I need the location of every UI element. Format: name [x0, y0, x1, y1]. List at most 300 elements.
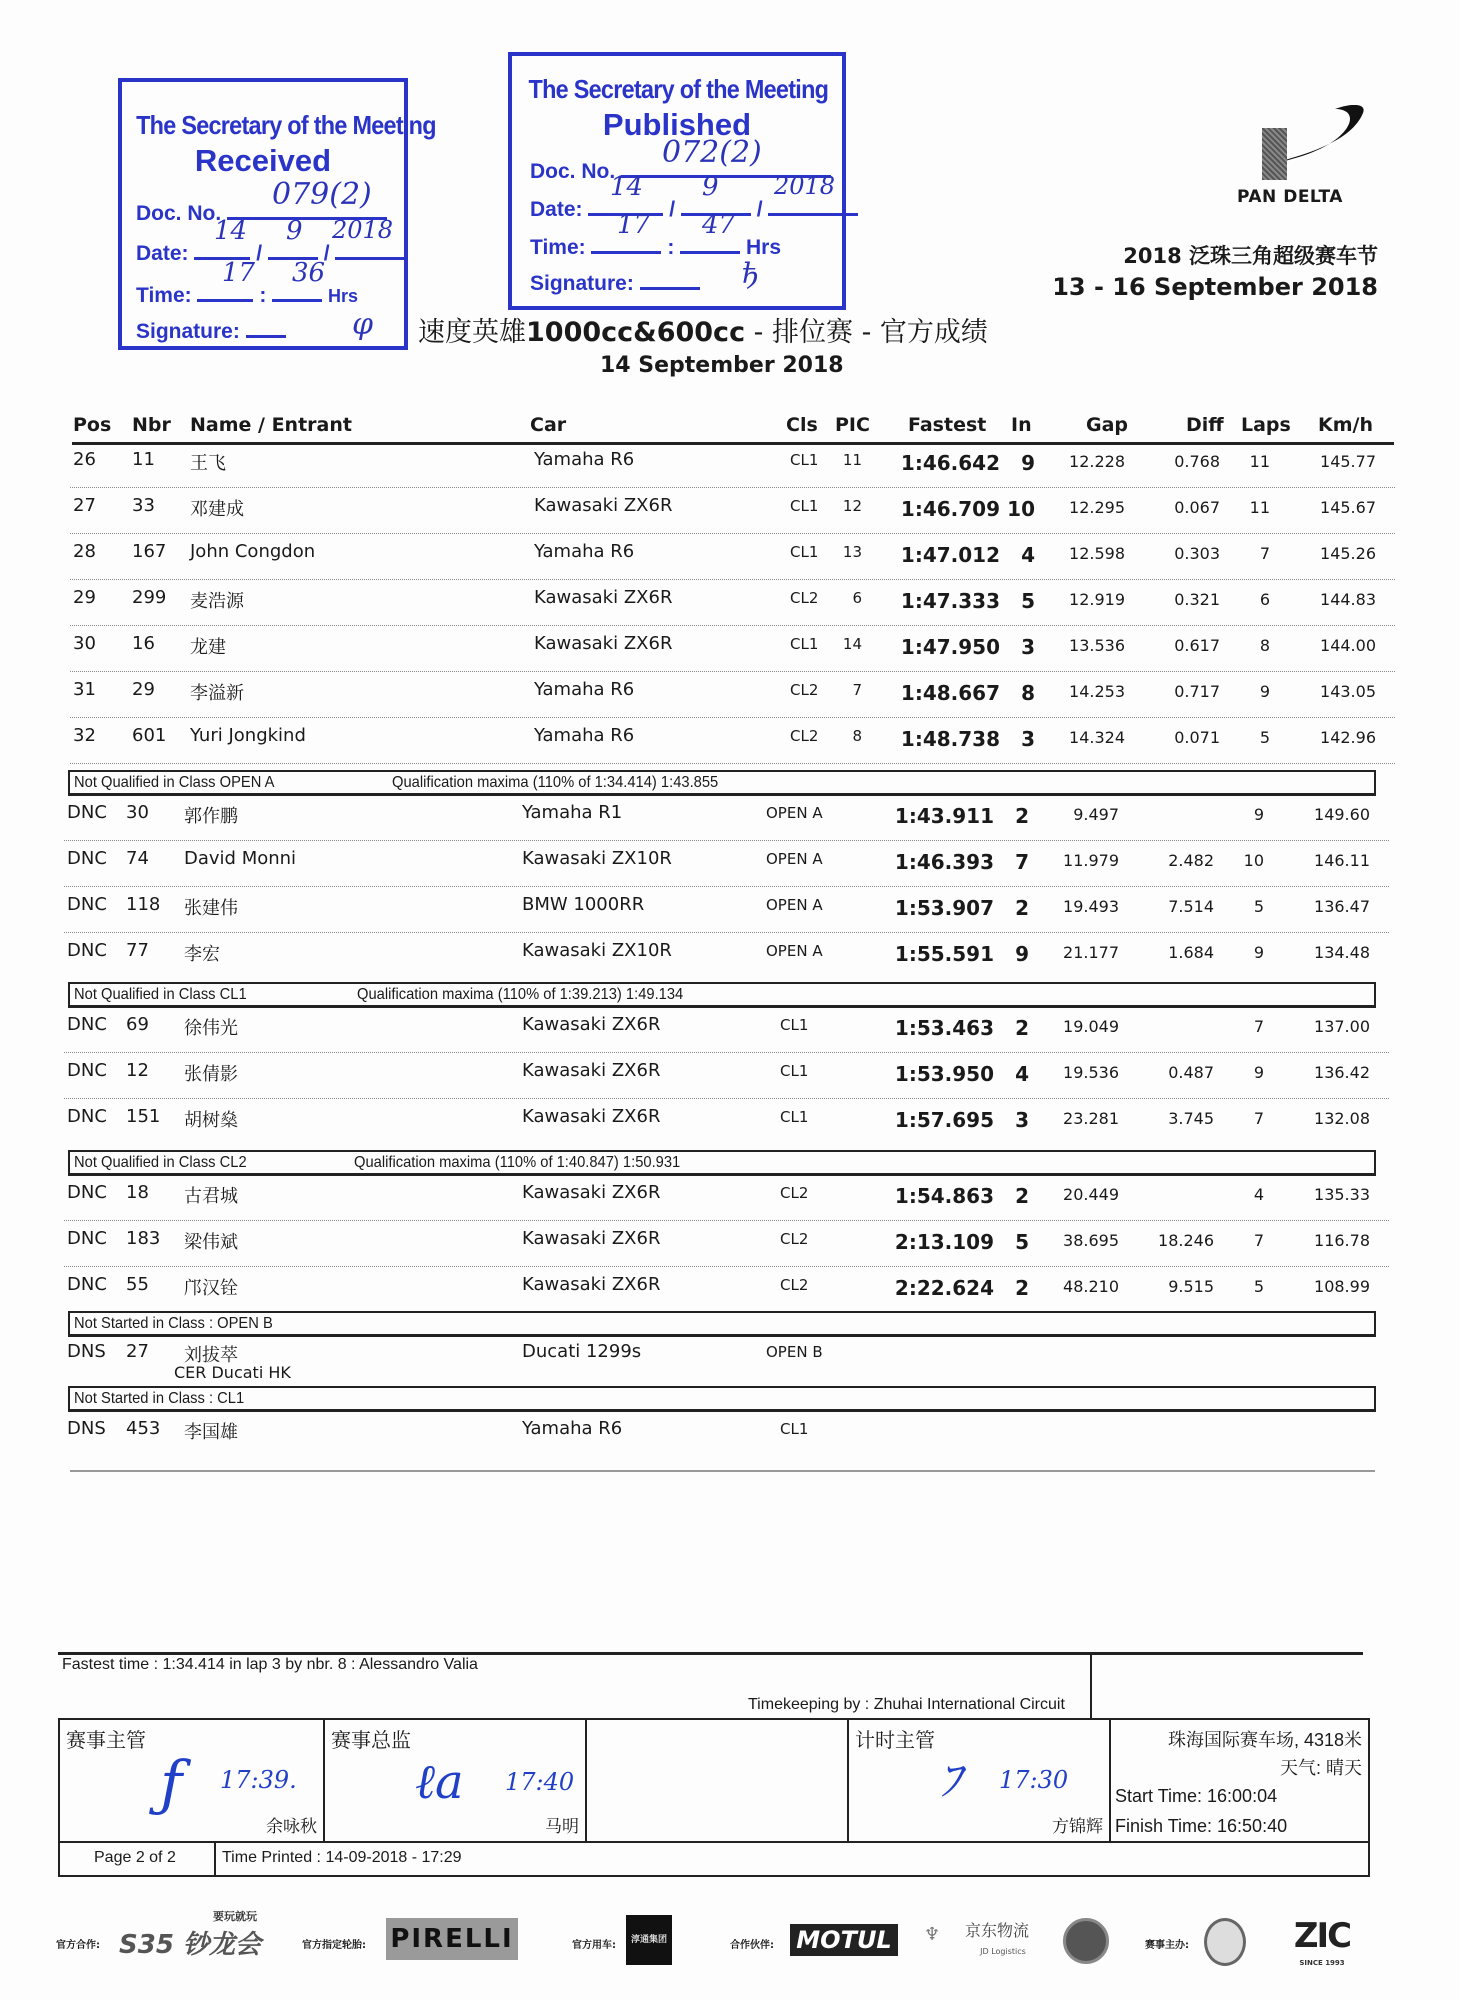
- time-label: Time:: [530, 236, 586, 259]
- cell-car: Kawasaki ZX6R: [534, 587, 673, 608]
- cell-car: BMW 1000RR: [522, 894, 645, 915]
- table-row: [0, 1418, 1454, 1464]
- cell-gap: 14.253: [1069, 682, 1125, 701]
- cell-in: 9: [1015, 942, 1029, 966]
- cell-fastest: 1:53.950: [894, 1062, 994, 1086]
- cell-pos: DNC: [67, 1060, 107, 1081]
- cell-laps: 9: [1259, 682, 1270, 701]
- cell-diff: 0.617: [1174, 636, 1220, 655]
- row-separator: [64, 932, 1389, 933]
- cell-diff: 9.515: [1168, 1277, 1214, 1296]
- cell-gap: 38.695: [1063, 1231, 1119, 1250]
- cell-nbr: 74: [126, 848, 149, 869]
- cell-diff: 0.487: [1168, 1063, 1214, 1082]
- clerk-cell: [325, 1720, 587, 1841]
- cell-in: 3: [1021, 727, 1035, 751]
- cell-car: Yamaha R1: [522, 802, 623, 823]
- cell-diff: 18.246: [1158, 1231, 1214, 1250]
- cell-name: David Monni: [184, 848, 297, 869]
- cell-fastest: 1:55.591: [894, 942, 994, 966]
- date-day: 14: [214, 216, 248, 246]
- table-row: [0, 1014, 1454, 1060]
- cell-laps: 9: [1253, 1063, 1264, 1082]
- race-director-signature: ƒ: [160, 1749, 183, 1819]
- pirelli-logo: PIRELLI: [386, 1918, 518, 1960]
- cell-laps: 8: [1259, 636, 1270, 655]
- table-row: [0, 633, 1460, 679]
- cell-name: 刘拔萃: [184, 1345, 238, 1366]
- cell-laps: 9: [1253, 943, 1264, 962]
- cell-car: Kawasaki ZX6R: [534, 495, 673, 516]
- cell-kmh: 144.83: [1320, 590, 1376, 609]
- cell-car: Yamaha R6: [534, 725, 635, 746]
- cell-nbr: 27: [126, 1341, 149, 1362]
- footer-rule: [58, 1652, 1363, 1655]
- cell-cls: OPEN A: [766, 804, 823, 822]
- row-separator: [70, 717, 1395, 718]
- cell-laps: 9: [1253, 805, 1264, 824]
- group-label: Not Started in Class : CL1: [74, 1390, 245, 1407]
- cell-cls: OPEN B: [766, 1343, 823, 1361]
- cell-pos: DNC: [67, 940, 107, 961]
- cell-laps: 5: [1259, 728, 1270, 747]
- cell-laps: 5: [1253, 1277, 1264, 1296]
- s35-tagline: 要玩就玩: [213, 1909, 257, 1923]
- cell-cls: CL2: [780, 1230, 809, 1248]
- cell-name: 李国雄: [184, 1422, 238, 1443]
- row-separator: [64, 840, 1389, 841]
- clerk-signature: ℓa: [415, 1754, 464, 1810]
- cell-kmh: 136.42: [1314, 1063, 1370, 1082]
- cell-pic: 13: [842, 543, 862, 561]
- page-number: Page 2 of 2: [94, 1849, 176, 1866]
- cell-nbr: 30: [126, 802, 149, 823]
- table-row: [0, 587, 1460, 633]
- cell-pic: 8: [852, 727, 862, 745]
- timing-signature: ﾌ: [939, 1756, 961, 1807]
- cell-nbr: 167: [132, 541, 167, 562]
- print-info-bar: [58, 1843, 1370, 1877]
- stamp-time-row: Time: : Hrs: [136, 284, 359, 307]
- partners-label: 合作伙伴:: [730, 1940, 774, 1951]
- date-year: 2018: [332, 216, 394, 244]
- cell-diff: 0.067: [1174, 498, 1220, 517]
- cell-gap: 11.979: [1063, 851, 1119, 870]
- col-in: In: [1011, 414, 1032, 436]
- cell-fastest: 1:47.950: [900, 635, 1000, 659]
- s35-logo: S35 钞龙会: [119, 1930, 261, 1960]
- cell-pos: 32: [73, 725, 96, 746]
- qualification-maxima: Qualification maxima (110% of 1:34.414) 1:43.855: [392, 774, 719, 791]
- cell-pos: DNC: [67, 894, 107, 915]
- hrs-label: Hrs: [328, 286, 359, 306]
- cell-kmh: 108.99: [1314, 1277, 1370, 1296]
- date-month: 9: [702, 172, 719, 202]
- cell-fastest: 2:13.109: [894, 1230, 994, 1254]
- cell-nbr: 69: [126, 1014, 149, 1035]
- doc-number-handwritten: 079(2): [272, 177, 372, 212]
- doc-label: Doc. No.: [136, 202, 222, 225]
- table-row: [0, 495, 1460, 541]
- cell-gap: 19.493: [1063, 897, 1119, 916]
- clerk-label: 赛事总监: [331, 1728, 411, 1752]
- cell-pic: 6: [852, 589, 862, 607]
- cell-nbr: 118: [126, 894, 161, 915]
- cell-fastest: 1:46.642: [900, 451, 1000, 475]
- cell-cls: CL1: [780, 1420, 809, 1438]
- col-pos: Pos: [73, 414, 112, 436]
- circuit-info-cell: [1111, 1720, 1368, 1841]
- cell-kmh: 136.47: [1314, 897, 1370, 916]
- cell-pos: DNC: [67, 1106, 107, 1127]
- cell-nbr: 12: [126, 1060, 149, 1081]
- cell-fastest: 1:47.012: [900, 543, 1000, 567]
- signature-label: Signature:: [530, 272, 634, 295]
- cell-pos: 27: [73, 495, 96, 516]
- start-time: Start Time: 16:00:04: [1115, 1786, 1278, 1806]
- official-car-label: 官方用车:: [572, 1940, 616, 1951]
- cell-car: Yamaha R6: [534, 679, 635, 700]
- jd-logistics-sub: JD Logistics: [980, 1947, 1026, 1956]
- organizer-label: 赛事主办:: [1145, 1940, 1189, 1951]
- cell-car: Ducati 1299s: [522, 1341, 642, 1362]
- stamp-title: The Secretary of the Meeting: [528, 74, 829, 104]
- row-separator: [64, 1052, 1389, 1053]
- stamp-date-row: Date: / /: [530, 196, 858, 222]
- cell-diff: 0.321: [1174, 590, 1220, 609]
- cell-cls: OPEN A: [766, 942, 823, 960]
- cell-cls: OPEN A: [766, 850, 823, 868]
- stamp-published: [508, 52, 846, 310]
- cell-nbr: 29: [132, 679, 155, 700]
- cell-fastest: 1:48.667: [900, 681, 1000, 705]
- jd-dog-icon: ♆: [924, 1924, 941, 1945]
- table-row: [0, 1228, 1454, 1274]
- signature-table: [58, 1718, 1370, 1843]
- federation-seal-icon: [1204, 1918, 1246, 1966]
- table-row: [0, 541, 1460, 587]
- cell-in: 3: [1015, 1108, 1029, 1132]
- date-year: 2018: [774, 172, 836, 200]
- tyre-label: 官方指定轮胎:: [302, 1940, 366, 1951]
- clerk-time: 17:40: [505, 1768, 575, 1796]
- cell-laps: 10: [1243, 851, 1264, 870]
- hrs-label: Hrs: [746, 236, 782, 259]
- cell-cls: CL2: [790, 727, 819, 745]
- col-diff: Diff: [1186, 414, 1224, 436]
- brand-name: PAN DELTA: [1237, 187, 1343, 207]
- cell-name: 郭作鹏: [184, 806, 238, 827]
- cell-car: Kawasaki ZX6R: [522, 1106, 661, 1127]
- session-title: [418, 318, 988, 348]
- cell-gap: 12.919: [1069, 590, 1125, 609]
- cell-car: Kawasaki ZX6R: [522, 1182, 661, 1203]
- timing-label: 计时主管: [855, 1728, 935, 1752]
- time-min: 36: [292, 258, 326, 288]
- cell-cls: CL1: [790, 451, 819, 469]
- footer-divider: [1090, 1652, 1092, 1718]
- row-separator: [64, 1098, 1389, 1099]
- cell-cls: CL2: [780, 1276, 809, 1294]
- cell-car: Kawasaki ZX6R: [522, 1274, 661, 1295]
- cell-cls: CL1: [780, 1016, 809, 1034]
- cell-diff: 0.303: [1174, 544, 1220, 563]
- cell-laps: 4: [1253, 1185, 1264, 1204]
- cell-gap: 19.049: [1063, 1017, 1119, 1036]
- qualification-maxima: Qualification maxima (110% of 1:39.213) 1:49.134: [357, 986, 684, 1003]
- empty-cell: [587, 1720, 849, 1841]
- cell-in: 4: [1015, 1062, 1029, 1086]
- table-row: [0, 894, 1454, 940]
- title-class: 1000cc&600cc: [526, 317, 746, 348]
- cell-nbr: 299: [132, 587, 167, 608]
- race-director-name: 余咏秋: [266, 1817, 317, 1837]
- table-row: [0, 802, 1454, 848]
- cell-nbr: 183: [126, 1228, 161, 1249]
- table-row: [0, 940, 1454, 986]
- cell-car: Yamaha R6: [534, 449, 635, 470]
- col-fastest: Fastest: [908, 414, 987, 436]
- col-car: Car: [530, 414, 567, 436]
- row-separator: [70, 763, 1395, 764]
- cell-pos: DNC: [67, 1228, 107, 1249]
- cell-fastest: 1:57.695: [894, 1108, 994, 1132]
- cell-nbr: 77: [126, 940, 149, 961]
- cell-cls: CL2: [790, 589, 819, 607]
- cell-gap: 14.324: [1069, 728, 1125, 747]
- header-rule: [72, 442, 1394, 445]
- cell-kmh: 145.67: [1320, 498, 1376, 517]
- cell-fastest: 1:47.333: [900, 589, 1000, 613]
- cell-name: Yuri Jongkind: [190, 725, 306, 746]
- session-date: 14 September 2018: [600, 353, 844, 378]
- group-label: Not Qualified in Class CL2: [74, 1154, 247, 1171]
- row-separator: [64, 886, 1389, 887]
- cell-gap: 13.536: [1069, 636, 1125, 655]
- cell-gap: 12.228: [1069, 452, 1125, 471]
- cell-laps: 11: [1249, 498, 1270, 517]
- stamp-signature-row: [530, 270, 700, 296]
- zic-since: SINCE 1993: [1299, 1958, 1345, 1967]
- cell-diff: 7.514: [1168, 897, 1214, 916]
- cell-cls: CL1: [790, 635, 819, 653]
- cell-cls: CL2: [780, 1184, 809, 1202]
- table-row: [0, 1182, 1454, 1228]
- row-separator: [64, 1220, 1389, 1221]
- class-group-header: [68, 1386, 1376, 1412]
- stamp-date-row: Date: / /: [136, 240, 405, 266]
- timekeeping-note: Timekeeping by : Zhuhai International Circuit: [748, 1696, 1065, 1713]
- cell-gap: 23.281: [1063, 1109, 1119, 1128]
- cell-nbr: 55: [126, 1274, 149, 1295]
- cell-cls: CL2: [790, 681, 819, 699]
- table-row: [0, 725, 1460, 771]
- cell-fastest: 1:46.709: [900, 497, 1000, 521]
- signature-mark: ђ: [742, 257, 760, 290]
- group-label: Not Started in Class : OPEN B: [74, 1315, 273, 1332]
- time-printed: Time Printed : 14-09-2018 - 17:29: [222, 1849, 462, 1866]
- cell-cls: OPEN A: [766, 896, 823, 914]
- cell-laps: 11: [1249, 452, 1270, 471]
- cell-pos: 26: [73, 449, 96, 470]
- cell-diff: 2.482: [1168, 851, 1214, 870]
- cell-pos: 31: [73, 679, 96, 700]
- class-group-header: [68, 1150, 1376, 1176]
- cell-in: 5: [1021, 589, 1035, 613]
- cell-in: 3: [1021, 635, 1035, 659]
- cell-kmh: 116.78: [1314, 1231, 1370, 1250]
- cell-pos: DNS: [67, 1341, 106, 1362]
- cell-kmh: 132.08: [1314, 1109, 1370, 1128]
- col-laps: Laps: [1241, 414, 1291, 436]
- class-group-header: [68, 770, 1376, 796]
- cell-pos: DNC: [67, 802, 107, 823]
- group-label: Not Qualified in Class CL1: [74, 986, 247, 1003]
- table-row: [0, 449, 1460, 495]
- cell-in: 8: [1021, 681, 1035, 705]
- cell-in: 2: [1015, 1184, 1029, 1208]
- cell-diff: 3.745: [1168, 1109, 1214, 1128]
- cell-in: 2: [1015, 1016, 1029, 1040]
- event-dates: 13 - 16 September 2018: [1052, 273, 1378, 301]
- col-name: Name / Entrant: [190, 414, 352, 436]
- time-label: Time:: [136, 284, 192, 307]
- cell-laps: 7: [1259, 544, 1270, 563]
- cell-nbr: 151: [126, 1106, 161, 1127]
- cell-fastest: 1:48.738: [900, 727, 1000, 751]
- cell-name: John Congdon: [190, 541, 316, 562]
- cloud-circle-logo-icon: [1063, 1918, 1109, 1964]
- cell-name: 麦浩源: [190, 591, 244, 612]
- cell-kmh: 137.00: [1314, 1017, 1370, 1036]
- date-day: 14: [610, 172, 644, 202]
- stamp-status: Published: [602, 107, 752, 142]
- cell-in: 2: [1015, 1276, 1029, 1300]
- event-title: 2018 泛珠三角超级赛车节: [1123, 244, 1378, 268]
- cell-fastest: 1:46.393: [894, 850, 994, 874]
- circuit-name: 珠海国际赛车场, 4318米: [1167, 1730, 1362, 1750]
- cell-name: 邝汉铨: [184, 1278, 238, 1299]
- doc-label: Doc. No.: [530, 160, 616, 183]
- cell-car: Kawasaki ZX6R: [522, 1060, 661, 1081]
- qualification-maxima: Qualification maxima (110% of 1:40.847) 1:50.931: [354, 1154, 681, 1171]
- date-label: Date:: [136, 242, 189, 265]
- row-separator: [70, 487, 1395, 488]
- cell-name: 李溢新: [190, 683, 244, 704]
- cell-gap: 20.449: [1063, 1185, 1119, 1204]
- cell-kmh: 149.60: [1314, 805, 1370, 824]
- cell-fastest: 1:53.463: [894, 1016, 994, 1040]
- col-nbr: Nbr: [132, 414, 171, 436]
- cell-fastest: 1:43.911: [894, 804, 994, 828]
- table-end-rule: [70, 1470, 1375, 1472]
- cell-nbr: 601: [132, 725, 167, 746]
- cell-name: 胡树燊: [184, 1110, 238, 1131]
- cell-diff: 0.071: [1174, 728, 1220, 747]
- cell-fastest: 2:22.624: [894, 1276, 994, 1300]
- col-kmh: Km/h: [1318, 414, 1373, 436]
- cell-diff: 0.717: [1174, 682, 1220, 701]
- cell-car: Yamaha R6: [534, 541, 635, 562]
- table-row: [0, 1341, 1454, 1387]
- cell-car: Kawasaki ZX6R: [522, 1228, 661, 1249]
- signature-mark: φ: [352, 307, 374, 342]
- race-director-cell: [60, 1720, 325, 1841]
- cell-kmh: 142.96: [1320, 728, 1376, 747]
- cell-name: 徐伟光: [184, 1018, 238, 1039]
- cell-laps: 7: [1253, 1017, 1264, 1036]
- cell-pic: 11: [842, 451, 862, 469]
- cell-pos: DNC: [67, 1014, 107, 1035]
- cell-car: Yamaha R6: [522, 1418, 623, 1439]
- cell-pos: 30: [73, 633, 96, 654]
- stamp-time-row: Time: : Hrs: [530, 236, 782, 259]
- table-row: [0, 1060, 1454, 1106]
- time-hour: 17: [617, 210, 651, 240]
- race-director-time: 17:39.: [220, 1766, 297, 1794]
- cell-pos: DNC: [67, 848, 107, 869]
- cell-gap: 12.295: [1069, 498, 1125, 517]
- weather: 天气: 晴天: [1279, 1758, 1362, 1778]
- title-suffix: - 排位赛 - 官方成绩: [745, 317, 988, 348]
- cell-gap: 19.536: [1063, 1063, 1119, 1082]
- cell-name: 王飞: [190, 453, 226, 474]
- cell-pos: DNC: [67, 1182, 107, 1203]
- cell-kmh: 143.05: [1320, 682, 1376, 701]
- group-label: Not Qualified in Class OPEN A: [74, 774, 275, 791]
- stamp-title: The Secretary of the Meeting: [136, 110, 436, 140]
- cell-gap: 48.210: [1063, 1277, 1119, 1296]
- cell-laps: 7: [1253, 1109, 1264, 1128]
- motul-logo: MOTUL: [790, 1924, 898, 1956]
- class-group-header: [68, 1311, 1376, 1337]
- cell-pic: 12: [842, 497, 862, 515]
- cell-nbr: 453: [126, 1418, 161, 1439]
- clerk-name: 马明: [545, 1817, 579, 1837]
- official-car-logo: 淳通集团: [626, 1915, 672, 1965]
- row-separator: [70, 579, 1395, 580]
- zic-logo: ZIC: [1293, 1916, 1351, 1956]
- cell-gap: 9.497: [1073, 805, 1119, 824]
- cell-diff: 1.684: [1168, 943, 1214, 962]
- cell-laps: 6: [1259, 590, 1270, 609]
- cell-in: 7: [1015, 850, 1029, 874]
- cell-car: Kawasaki ZX10R: [522, 848, 672, 869]
- cell-in: 10: [1007, 497, 1035, 521]
- cell-kmh: 135.33: [1314, 1185, 1370, 1204]
- cell-cls: CL1: [780, 1108, 809, 1126]
- cell-in: 2: [1015, 896, 1029, 920]
- cell-pos: DNS: [67, 1418, 106, 1439]
- cell-gap: 21.177: [1063, 943, 1119, 962]
- timing-time: 17:30: [999, 1766, 1069, 1794]
- cell-in: 9: [1021, 451, 1035, 475]
- title-prefix: 速度英雄: [418, 317, 526, 348]
- cell-in: 4: [1021, 543, 1035, 567]
- cell-kmh: 134.48: [1314, 943, 1370, 962]
- date-label: Date:: [530, 198, 583, 221]
- cell-laps: 7: [1253, 1231, 1264, 1250]
- table-row: [0, 679, 1460, 725]
- stamp-status: Received: [194, 143, 332, 178]
- cell-nbr: 33: [132, 495, 155, 516]
- stamp-received: [118, 78, 436, 350]
- stamp-signature-row: [136, 318, 286, 344]
- cell-diff: 0.768: [1174, 452, 1220, 471]
- cell-kmh: 144.00: [1320, 636, 1376, 655]
- timing-name: 方锦辉: [1052, 1817, 1103, 1837]
- col-cls: Cls: [786, 414, 818, 436]
